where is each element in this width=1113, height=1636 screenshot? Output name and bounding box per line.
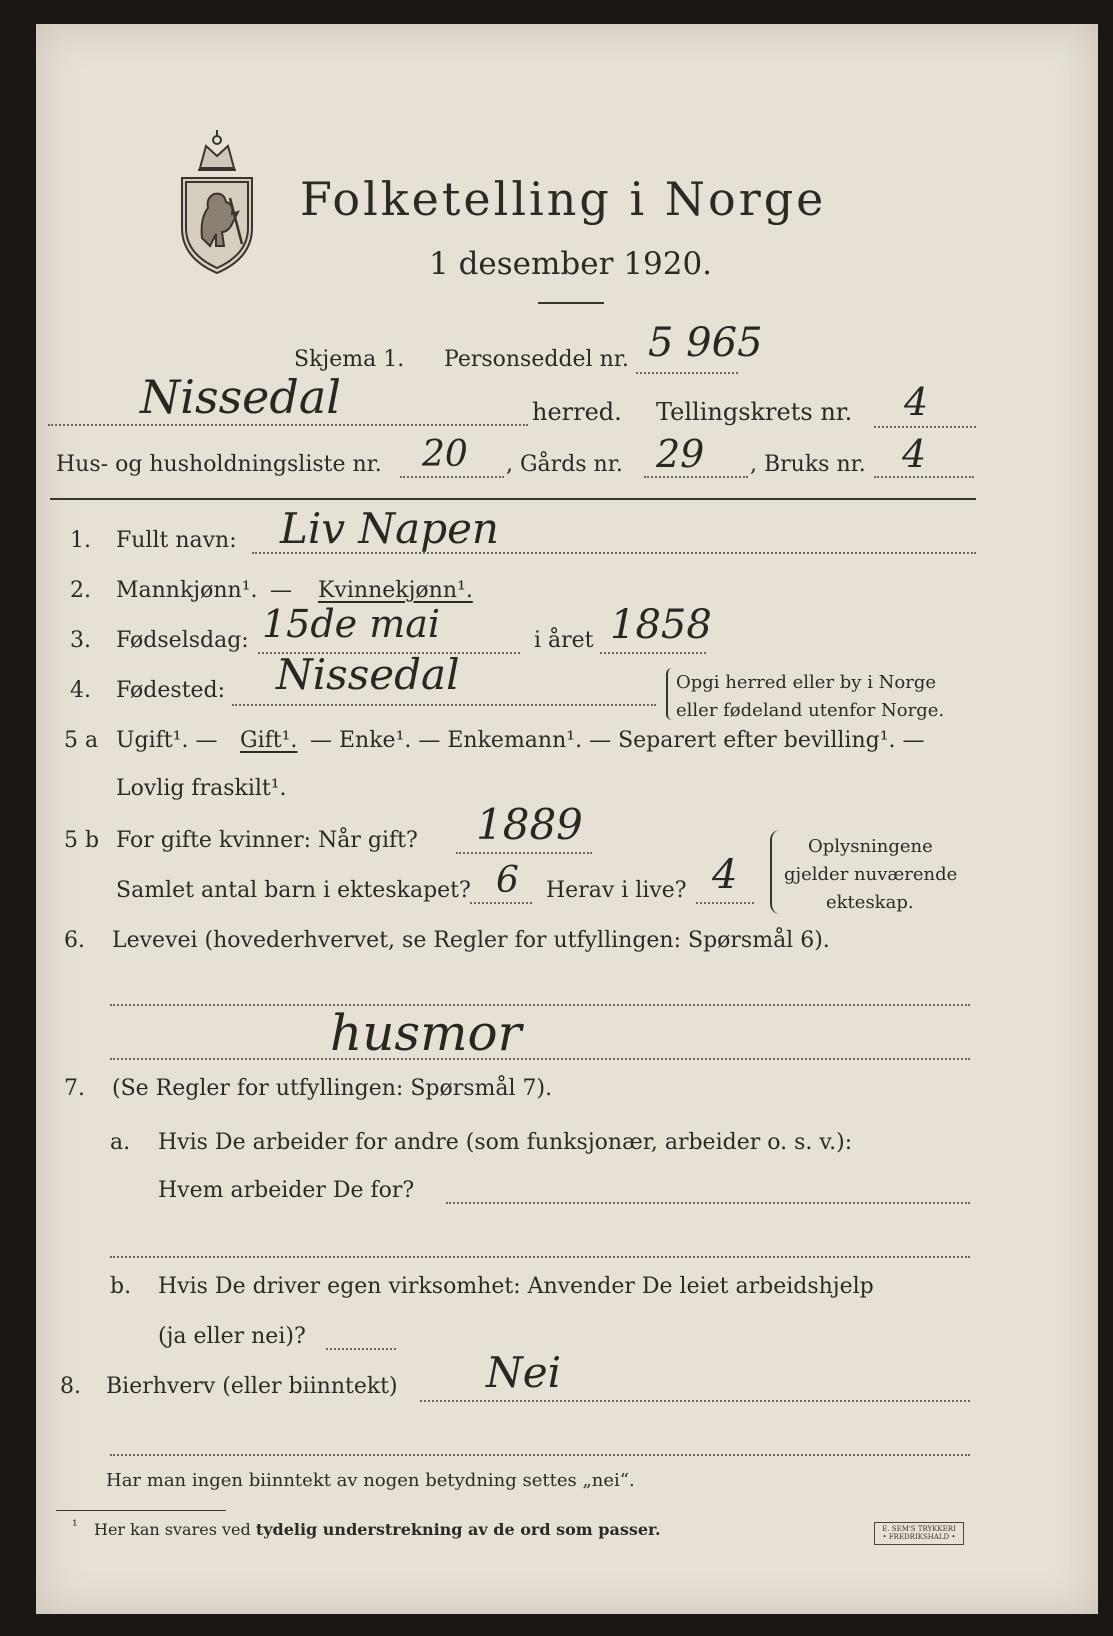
civil-other-options[interactable]: — Enke¹. — Enkemann¹. — Separert efter bevilling¹. — [310,728,925,753]
gender-dash: — [270,578,292,603]
q4-label: Fødested: [116,678,226,703]
printer-stamp-line-1: E. SEM'S TRYKKERI [882,1525,956,1533]
form-date: 1 desember 1920. [429,246,713,282]
q4-brace [666,668,672,720]
footnote-text [94,1520,661,1539]
bruks-value[interactable]: 4 [902,432,927,476]
q8-number: 8. [60,1374,81,1399]
q4-note-2: eller fødeland utenfor Norge. [676,700,945,721]
tellingskrets-label: Tellingskrets nr. [656,398,853,426]
q5a-number: 5 a [64,728,99,753]
q6-label: Levevei (hovederhvervet, se Regler for utfyllingen: Spørsmål 6). [112,928,830,953]
census-form-sheet [36,24,1098,1614]
q1-number: 1. [70,528,91,553]
norwegian-coat-of-arms-icon [172,128,262,278]
q3-label: Fødselsdag: [116,628,249,653]
civil-divorced-option[interactable]: Lovlig fraskilt¹. [116,776,287,801]
herred-label: herred. [532,398,622,426]
alive-value[interactable]: 4 [712,852,738,898]
q7a-line-2: Hvem arbeider De for? [158,1178,415,1203]
side-income-value[interactable]: Nei [486,1348,562,1397]
q7-label: (Se Regler for utfyllingen: Spørsmål 7). [112,1076,553,1101]
children-value[interactable]: 6 [496,860,519,901]
footnote-text-plain: Her kan svares ved [94,1520,256,1539]
gender-female-option-selected[interactable]: Kvinnekjønn¹. [318,578,473,603]
civil-unmarried-option[interactable]: Ugift¹. — [116,728,218,753]
q4-number: 4. [70,678,91,703]
q5b-number: 5 b [64,828,100,853]
q7-number: 7. [64,1076,85,1101]
schema-label: Skjema 1. [294,347,405,372]
personseddel-label: Personseddel nr. [444,347,629,372]
q1-label: Fullt navn: [116,528,237,553]
hired-help-field[interactable] [326,1348,396,1350]
q8-label: Bierhverv (eller biinntekt) [106,1374,398,1399]
title-divider [538,302,604,304]
q5b-note-3: ekteskap. [826,892,914,913]
children-label: Samlet antal barn i ekteskapet? [116,878,471,903]
form-title: Folketelling i Norge [300,172,827,226]
q4-note-1: Opgi herred eller by i Norge [676,672,937,693]
married-year-value[interactable]: 1889 [476,800,583,849]
birth-year-label: i året [534,628,594,653]
household-list-label: Hus- og husholdningsliste nr. [56,452,382,477]
printer-stamp [874,1522,964,1545]
q3-number: 3. [70,628,91,653]
q5b-note-2: gjelder nuværende [784,864,958,885]
q7a-number: a. [110,1130,131,1155]
q5b-note-1: Oplysningene [808,836,933,857]
bruks-label: , Bruks nr. [750,452,866,477]
q5b-brace [770,830,780,914]
personseddel-number[interactable]: 5 965 [648,320,763,366]
tellingskrets-value[interactable]: 4 [904,380,929,424]
q2-number: 2. [70,578,91,603]
q7b-number: b. [110,1274,132,1299]
married-year-label: For gifte kvinner: Når gift? [116,828,418,853]
birthplace-value[interactable]: Nissedal [276,650,460,699]
civil-married-option-selected[interactable]: Gift¹. [240,728,298,753]
birth-year-value[interactable]: 1858 [610,602,712,648]
q6-number: 6. [64,928,85,953]
q7b-line-1: Hvis De driver egen virksomhet: Anvender De leiet arbeidshjelp [158,1274,874,1299]
q7b-line-2: (ja eller nei)? [158,1324,306,1349]
gards-value[interactable]: 29 [656,432,705,476]
employer-field[interactable] [446,1202,970,1204]
footnote-marker: ¹ [72,1518,78,1534]
footnote-text-bold: tydelig understrekning av de ord som passer. [255,1520,661,1539]
herred-value[interactable]: Nissedal [140,370,341,424]
q7a-line-1: Hvis De arbeider for andre (som funksjonær, arbeider o. s. v.): [158,1130,853,1155]
printer-stamp-line-2: • FREDRIKSHALD • [882,1533,956,1542]
header-divider [50,498,976,500]
alive-label: Herav i live? [546,878,687,903]
gender-male-option[interactable]: Mannkjønn¹. [116,578,258,603]
occupation-value[interactable]: husmor [330,1004,522,1062]
gards-label: , Gårds nr. [506,452,623,477]
birth-day-value[interactable]: 15de mai [262,602,441,646]
footer-note: Har man ingen biinntekt av nogen betydning settes „nei“. [106,1470,635,1491]
household-list-value[interactable]: 20 [422,434,468,475]
full-name-value[interactable]: Liv Napen [280,504,499,553]
footnote-divider [56,1510,226,1511]
